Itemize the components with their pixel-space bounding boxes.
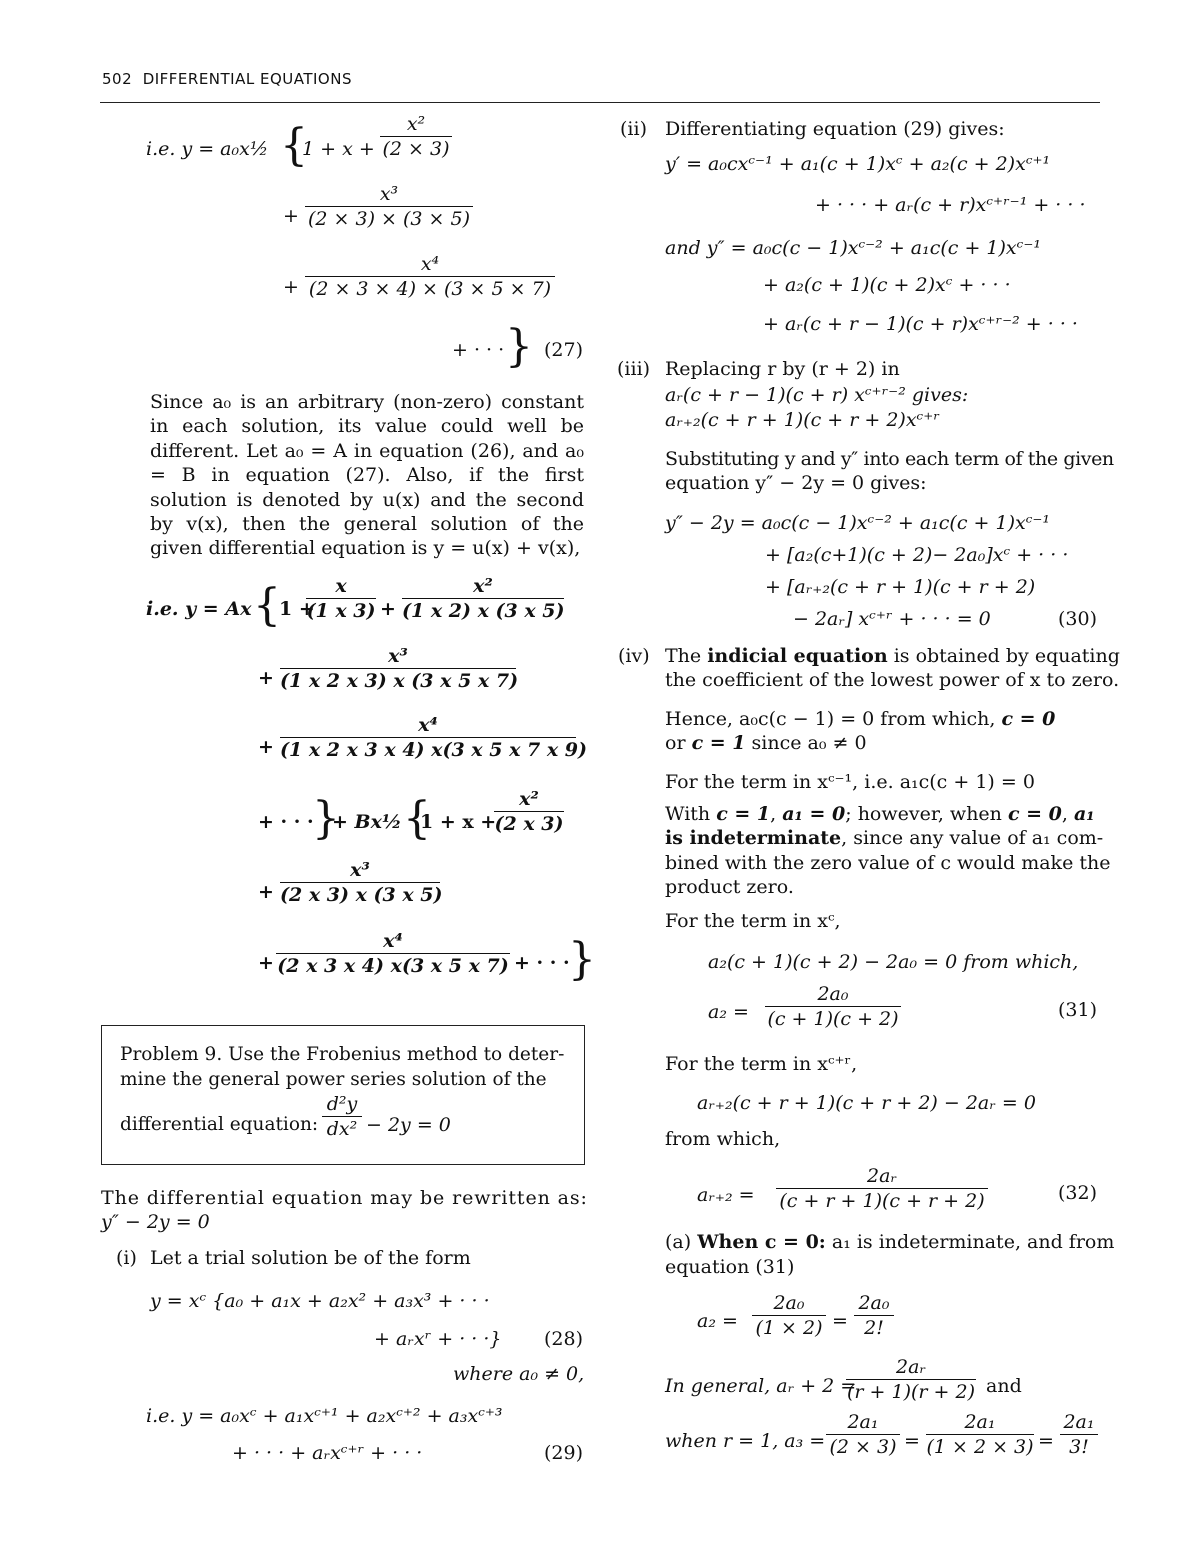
eq32-frac: $\frac{\text{2aᵣ}}{(c + r + 1)(c + r + 2)}$ xyxy=(776,1164,988,1213)
eq31-lhs: a₂ = xyxy=(708,1001,749,1023)
subst-line1: Substituting y and y″ into each term of the given xyxy=(665,448,1114,470)
problem-line1: Problem 9. Use the Frobenius method to deter- xyxy=(120,1044,565,1065)
eq31-frac: $\frac{\text{2a₀}}{(c + 1)(c + 2)}$ xyxy=(765,982,901,1031)
eq32-number: (32) xyxy=(1058,1182,1098,1204)
with-line1: With c = 1, a₁ = 0; however, when c = 0, a₁ xyxy=(665,803,1095,825)
term-line1: For the term in xᶜ⁻¹, i.e. a₁c(c + 1) = 0 xyxy=(665,771,1035,793)
rewrite-line1: The differential equation may be rewritten as: xyxy=(101,1187,588,1209)
eq28-number: (28) xyxy=(544,1328,584,1350)
hence-line2: or c = 1 since a₀ ≠ 0 xyxy=(665,732,867,754)
case-a-line1: (a) When c = 0: a₁ is indeterminate, and from xyxy=(665,1231,1115,1253)
step-i-text: Let a trial solution be of the form xyxy=(150,1247,471,1269)
rewrite-line2: y″ − 2y = 0 xyxy=(101,1211,210,1233)
problem-rest: − 2y = 0 xyxy=(366,1114,451,1136)
eq27-frac1: $\frac{\text{x²}}{(2 \times 3)}$ xyxy=(380,112,452,161)
with-line4: product zero. xyxy=(665,876,794,898)
eq31-line1: a₂(c + 1)(c + 2) − 2a₀ = 0 from which, xyxy=(708,951,1079,973)
when-frac3: $\frac{\text{2a₁}}{3!}$ xyxy=(1060,1410,1098,1459)
gen-term1: 1 + xyxy=(279,598,315,620)
eq30-line2: + [a₂(c+1)(c + 2)− 2a₀]xᶜ + · · · xyxy=(765,544,1069,566)
gen-frac3: $\frac{\text{x³}}{(1 x 2 x 3) x (3 x 5 x 7)}$ xyxy=(280,645,519,692)
eq29-number: (29) xyxy=(544,1442,584,1464)
term-line2: For the term in xᶜ, xyxy=(665,910,841,932)
gen-end: + · · · xyxy=(514,952,570,974)
a2-frac2: $\frac{\text{2a₀}}{2!}$ xyxy=(854,1291,894,1340)
eq32-line1: aᵣ₊₂(c + r + 1)(c + r + 2) − 2aᵣ = 0 xyxy=(697,1092,1036,1114)
gen-frac4: $\frac{\text{x⁴}}{(1 x 2 x 3 x 4) x(3 x 5 x 7 x 9)}$ xyxy=(280,714,588,761)
step-iv-line2: the coefficient of the lowest power of x to zero. xyxy=(665,669,1120,691)
step-iii-line2: aᵣ(c + r − 1)(c + r) xᶜ⁺ʳ⁻² gives: xyxy=(665,384,969,406)
left-brace: { xyxy=(280,120,308,171)
since-paragraph: Since a₀ is an arbitrary (non-zero) constant in each solution, its value could well be different. Let a₀ = A in equation (26), and a₀ = B in equation (27). Also, if the first solution is denoted by u(x) and the second by v(x), then the general solution of the given differential equation is y = u(x) + v(x), xyxy=(150,391,584,560)
plus-sign: + xyxy=(380,598,396,620)
gen-mid: + · · · xyxy=(258,811,314,833)
a2-frac1: $\frac{\text{2a₀}}{(1 \times 2)}$ xyxy=(752,1291,826,1340)
gen-bpart: + Bx½ xyxy=(332,811,402,833)
yprime-line2: + · · · + aᵣ(c + r)xᶜ⁺ʳ⁻¹ + · · · xyxy=(815,194,1086,216)
gen-frac7: $\frac{\text{x⁴}}{(2 x 3 x 4) x(3 x 5 x 7)}$ xyxy=(277,930,509,977)
eq30-number: (30) xyxy=(1058,608,1098,630)
eq27-frac2: $\frac{\text{x³}}{(2 \times 3) \times (3 \times 5)}$ xyxy=(305,182,473,231)
right-brace: } xyxy=(568,934,596,985)
hence-line1: Hence, a₀c(c − 1) = 0 from which, c = 0 xyxy=(665,708,1056,730)
yprime-line1: y′ = a₀cxᶜ⁻¹ + a₁(c + 1)xᶜ + a₂(c + 2)xᶜ⁺¹ xyxy=(665,153,1051,175)
equals-sign: = xyxy=(832,1310,848,1332)
step-iii-line1: Replacing r by (r + 2) in xyxy=(665,358,900,380)
gen-lead: i.e. y = Ax xyxy=(146,598,252,620)
eq27-frac3: $\frac{\text{x⁴}}{(2 \times 3 \times 4) \times (3 \times 5 \times 7)}$ xyxy=(305,252,555,301)
plus-sign: + xyxy=(258,952,274,974)
ydprime-line2: + a₂(c + 1)(c + 2)xᶜ + · · · xyxy=(763,274,1011,296)
left-brace: { xyxy=(253,580,281,631)
eq30-line4: − 2aᵣ] xᶜ⁺ʳ + · · · = 0 xyxy=(793,608,991,630)
problem-line3: differential equation: xyxy=(120,1114,319,1135)
term-line3: For the term in xᶜ⁺ʳ, xyxy=(665,1053,858,1075)
left-brace: { xyxy=(403,793,431,844)
plus-sign: + xyxy=(258,667,274,689)
eq27-tail: + · · · xyxy=(452,339,505,361)
problem-line2: mine the general power series solution of the xyxy=(120,1069,547,1090)
general-and: and xyxy=(986,1375,1022,1397)
when-frac1: $\frac{\text{2a₁}}{(2 \times 3)}$ xyxy=(826,1410,900,1459)
where-condition: where a₀ ≠ 0, xyxy=(453,1363,585,1385)
gen-frac5: $\frac{\text{x²}}{(2 x 3)}$ xyxy=(494,788,564,835)
plus-sign: + xyxy=(283,276,299,298)
eq28-line1: y = xᶜ {a₀ + a₁x + a₂x² + a₃x³ + · · · xyxy=(150,1290,490,1312)
equals-sign: = xyxy=(904,1430,920,1452)
step-i-label: (i) xyxy=(116,1247,137,1269)
eq32-lhs: aᵣ₊₂ = xyxy=(697,1184,755,1206)
general-frac: $\frac{\text{2aᵣ}}{(r + 1)(r + 2)}$ xyxy=(847,1356,975,1403)
eq30-line3: + [aᵣ₊₂(c + r + 1)(c + r + 2) xyxy=(765,576,1036,598)
running-head: 502 DIFFERENTIAL EQUATIONS xyxy=(102,70,352,88)
gen-frac1: $\frac{x}{(1 x 3)}$ xyxy=(306,575,376,622)
gen-frac2: $\frac{\text{x²}}{(1 x 2) x (3 x 5)}$ xyxy=(402,575,565,622)
plus-sign: + xyxy=(258,736,274,758)
step-iii-line3: aᵣ₊₂(c + r + 1)(c + r + 2)xᶜ⁺ʳ xyxy=(665,409,940,431)
ydprime-line3: + aᵣ(c + r − 1)(c + r)xᶜ⁺ʳ⁻² + · · · xyxy=(763,313,1078,335)
eq28-line2: + aᵣxʳ + · · ·} xyxy=(374,1328,502,1350)
step-iii-label: (iii) xyxy=(617,358,651,380)
when-frac2: $\frac{\text{2a₁}}{(1 \times 2 \times 3)}$ xyxy=(926,1411,1034,1458)
right-brace: } xyxy=(312,793,340,844)
problem-derivative: $\frac{\text{d²y}}{\text{dx²}}$ xyxy=(322,1092,362,1141)
step-iv-line1: The indicial equation is obtained by equating xyxy=(665,645,1120,667)
ydprime-line1: and y″ = a₀c(c − 1)xᶜ⁻² + a₁c(c + 1)xᶜ⁻¹ xyxy=(665,237,1041,259)
case-a-line2: equation (31) xyxy=(665,1256,795,1278)
eq29-line1: i.e. y = a₀xᶜ + a₁xᶜ⁺¹ + a₂xᶜ⁺² + a₃xᶜ⁺³ xyxy=(146,1405,503,1427)
eq27-term1: 1 + x + xyxy=(302,138,375,160)
plus-sign: + xyxy=(283,205,299,227)
general-lhs: In general, aᵣ + 2 = xyxy=(665,1375,857,1397)
a2-lhs: a₂ = xyxy=(697,1310,738,1332)
subst-line2: equation y″ − 2y = 0 gives: xyxy=(665,472,927,494)
when-lhs: when r = 1, a₃ = xyxy=(665,1430,826,1452)
gen-term2: 1 + x + xyxy=(420,811,497,833)
eq29-line2: + · · · + aᵣxᶜ⁺ʳ + · · · xyxy=(232,1442,423,1464)
right-brace: } xyxy=(505,321,533,372)
eq27-number: (27) xyxy=(544,339,584,361)
plus-sign: + xyxy=(258,881,274,903)
step-ii-label: (ii) xyxy=(620,118,647,140)
with-line3: bined with the zero value of c would make the xyxy=(665,852,1111,874)
from-which: from which, xyxy=(665,1128,781,1150)
eq31-number: (31) xyxy=(1058,999,1098,1021)
with-line2: is indeterminate, since any value of a₁ com- xyxy=(665,827,1104,849)
equals-sign: = xyxy=(1038,1430,1054,1452)
step-iv-label: (iv) xyxy=(618,645,650,667)
page-header xyxy=(100,68,1100,103)
eq30-line1: y″ − 2y = a₀c(c − 1)xᶜ⁻² + a₁c(c + 1)xᶜ⁻¹ xyxy=(665,512,1051,534)
step-ii-text: Differentiating equation (29) gives: xyxy=(665,118,1005,140)
eq27-lead: i.e. y = a₀x½ xyxy=(146,138,269,160)
gen-frac6: $\frac{\text{x³}}{(2 x 3) x (3 x 5)}$ xyxy=(280,859,443,906)
